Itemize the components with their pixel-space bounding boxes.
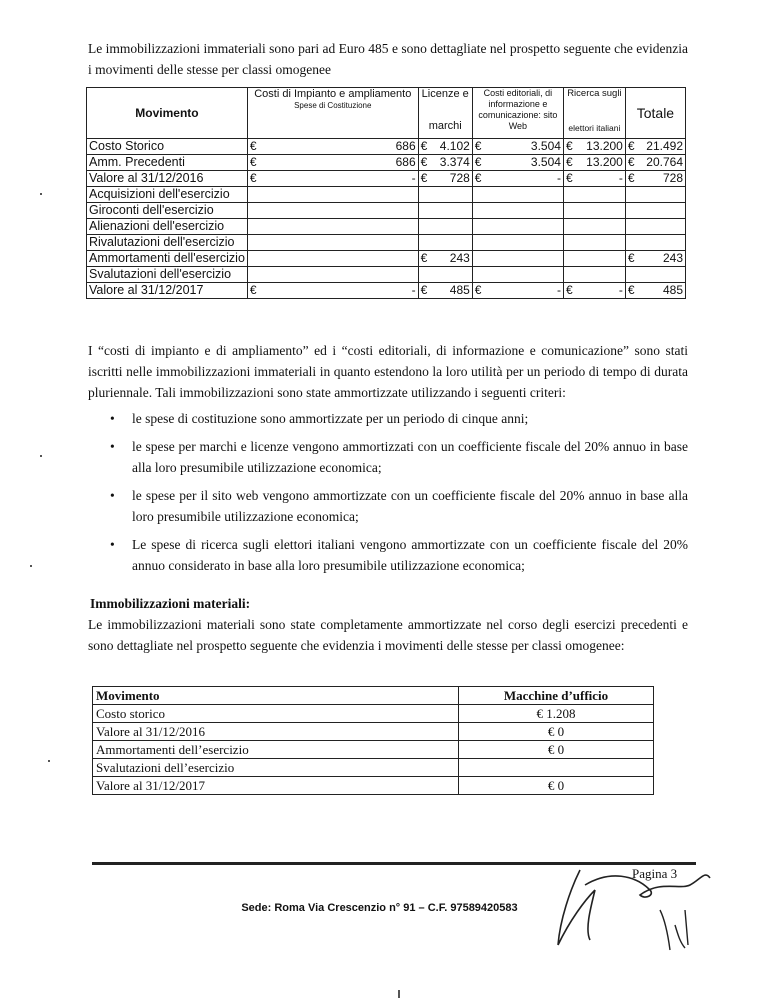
- cell-c4: [580, 251, 625, 267]
- currency-symbol: [472, 235, 489, 251]
- currency-symbol: €: [247, 171, 264, 187]
- cell-c2: [435, 187, 473, 203]
- table-row: [87, 187, 686, 203]
- currency-symbol: [247, 251, 264, 267]
- cell-tot: 20.764: [642, 155, 686, 171]
- header-ricerca-label: Ricerca sugli: [567, 88, 622, 99]
- currency-symbol: [625, 203, 642, 219]
- currency-symbol: €: [563, 155, 580, 171]
- currency-symbol: €: [625, 155, 642, 171]
- cell-c4: [580, 235, 625, 251]
- table-row: [87, 203, 686, 219]
- scan-speck: [40, 193, 42, 195]
- cell-c1: [264, 203, 418, 219]
- cell-c4: -: [580, 171, 625, 187]
- currency-symbol: [247, 219, 264, 235]
- row-label: Valore al 31/12/2017: [87, 283, 248, 299]
- cell-c4: [580, 219, 625, 235]
- cell-c3: [489, 219, 564, 235]
- table-row: [93, 759, 654, 777]
- intro-paragraph: Le immobilizzazioni immateriali sono pari ad Euro 485 e sono dettagliate nel prospetto seguente che evidenzia i movimenti delle stesse per classi omogenee: [88, 41, 688, 77]
- header-costi-impianto-sub: Spese di Costituzione: [294, 101, 372, 110]
- header-macchine: Macchine d’ufficio: [459, 687, 654, 705]
- row-label: Acquisizioni dell'esercizio: [87, 187, 248, 203]
- currency-symbol: [247, 203, 264, 219]
- header-licenze-sub: marchi: [428, 120, 462, 132]
- currency-symbol: [418, 187, 435, 203]
- currency-symbol: [247, 187, 264, 203]
- table-row: [87, 219, 686, 235]
- row-label: Valore al 31/12/2017: [93, 777, 459, 795]
- currency-symbol: €: [418, 283, 435, 299]
- currency-symbol: [472, 219, 489, 235]
- cell-c4: 13.200: [580, 139, 625, 155]
- cell-tot: [642, 235, 686, 251]
- cell-c2: 485: [435, 283, 473, 299]
- row-value: € 0: [459, 723, 654, 741]
- cell-c2: 3.374: [435, 155, 473, 171]
- cell-c2: [435, 235, 473, 251]
- currency-symbol: €: [625, 251, 642, 267]
- currency-symbol: [418, 267, 435, 283]
- handwritten-signature: [540, 850, 720, 960]
- currency-symbol: €: [247, 139, 264, 155]
- currency-symbol: €: [247, 283, 264, 299]
- table-row: [93, 723, 654, 741]
- currency-symbol: [472, 267, 489, 283]
- currency-symbol: [625, 187, 642, 203]
- scan-speck: [398, 990, 400, 998]
- currency-symbol: [625, 267, 642, 283]
- cell-c1: 686: [264, 139, 418, 155]
- list-item: [110, 485, 688, 527]
- cell-c1: [264, 219, 418, 235]
- row-label: Svalutazioni dell’esercizio: [93, 759, 459, 777]
- cell-c2: [435, 203, 473, 219]
- table-body: [87, 139, 686, 299]
- currency-symbol: [247, 235, 264, 251]
- currency-symbol: €: [418, 155, 435, 171]
- list-item-text: le spese di costituzione sono ammortizzate per un periodo di cinque anni;: [132, 411, 529, 426]
- bullet-icon: •: [110, 411, 115, 426]
- table-row: [87, 171, 686, 187]
- cell-c2: 4.102: [435, 139, 473, 155]
- row-value: € 0: [459, 741, 654, 759]
- table-row: [87, 235, 686, 251]
- cell-tot: 243: [642, 251, 686, 267]
- row-label: Giroconti dell'esercizio: [87, 203, 248, 219]
- header-costi-impianto-label: Costi di Impianto e ampliamento: [254, 88, 412, 100]
- list-item-text: le spese per il sito web vengono ammortizzate con un coefficiente fiscale del 20% annuo in base alla loro presumibile utilizzazione economica;: [132, 488, 688, 524]
- cell-c2: [435, 219, 473, 235]
- header-licenze-label: Licenze e: [421, 88, 469, 100]
- currency-symbol: €: [472, 139, 489, 155]
- cell-c4: [580, 187, 625, 203]
- cell-c4: [580, 203, 625, 219]
- row-label: Alienazioni dell'esercizio: [87, 219, 248, 235]
- row-label: Ammortamenti dell'esercizio: [87, 251, 248, 267]
- row-label: Rivalutazioni dell'esercizio: [87, 235, 248, 251]
- cell-c3: [489, 235, 564, 251]
- cell-tot: [642, 203, 686, 219]
- currency-symbol: [563, 251, 580, 267]
- currency-symbol: [563, 187, 580, 203]
- header-movimento: Movimento: [87, 88, 248, 139]
- currency-symbol: €: [472, 155, 489, 171]
- table-row: [87, 283, 686, 299]
- currency-symbol: [563, 235, 580, 251]
- scan-speck: [30, 565, 32, 567]
- row-label: Ammortamenti dell’esercizio: [93, 741, 459, 759]
- table-row: [93, 705, 654, 723]
- intangible-assets-table: [86, 87, 686, 299]
- currency-symbol: [418, 203, 435, 219]
- currency-symbol: €: [418, 251, 435, 267]
- cell-c3: 3.504: [489, 155, 564, 171]
- bullet-icon: •: [110, 488, 115, 503]
- currency-symbol: [472, 187, 489, 203]
- currency-symbol: €: [625, 283, 642, 299]
- row-label: Valore al 31/12/2016: [93, 723, 459, 741]
- cell-c3: -: [489, 171, 564, 187]
- header-ricerca-sub: elettori italiani: [568, 123, 621, 133]
- cell-tot: [642, 219, 686, 235]
- currency-symbol: €: [418, 139, 435, 155]
- row-label: Amm. Precedenti: [87, 155, 248, 171]
- currency-symbol: [472, 203, 489, 219]
- cell-c4: -: [580, 283, 625, 299]
- header-totale: Totale: [625, 88, 685, 139]
- list-item: [110, 408, 688, 429]
- materiali-paragraph: Le immobilizzazioni materiali sono state completamente ammortizzate nel corso degli esercizi precedenti e sono dettagliate nel prospetto seguente che evidenzia i movimenti delle stesse per classi omogenee:: [88, 617, 688, 653]
- cell-c2: 728: [435, 171, 473, 187]
- currency-symbol: €: [563, 171, 580, 187]
- cell-c4: 13.200: [580, 155, 625, 171]
- cell-c1: [264, 251, 418, 267]
- tangible-assets-table: [92, 686, 654, 795]
- currency-symbol: €: [563, 283, 580, 299]
- cell-c1: [264, 235, 418, 251]
- cell-c3: [489, 187, 564, 203]
- cell-c2: [435, 267, 473, 283]
- currency-symbol: €: [563, 139, 580, 155]
- cell-c3: 3.504: [489, 139, 564, 155]
- row-value: € 0: [459, 777, 654, 795]
- list-item-text: le spese per marchi e licenze vengono ammortizzati con un coefficiente fiscale del 20% annuo in base alla loro presumibile utilizzazione economica;: [132, 439, 688, 475]
- criteria-paragraph: I “costi di impianto e di ampliamento” ed i “costi editoriali, di informazione e comunicazione” sono stati iscritti nelle immobilizzazioni immateriali in quanto estendono la loro utilità per un periodo di tempo di durata pluriennale. Tali immobilizzazioni sono state ammortizzate utilizzando i seguenti criteri:: [88, 343, 688, 400]
- cell-tot: 485: [642, 283, 686, 299]
- cell-c1: -: [264, 283, 418, 299]
- cell-c3: [489, 267, 564, 283]
- cell-c1: [264, 187, 418, 203]
- cell-tot: 21.492: [642, 139, 686, 155]
- cell-c3: -: [489, 283, 564, 299]
- table-row: [87, 267, 686, 283]
- currency-symbol: [563, 267, 580, 283]
- section-heading: Immobilizzazioni materiali:: [90, 596, 251, 611]
- table-row: [93, 741, 654, 759]
- row-value: € 1.208: [459, 705, 654, 723]
- currency-symbol: [418, 219, 435, 235]
- cell-c3: [489, 251, 564, 267]
- scan-speck: [40, 455, 42, 457]
- currency-symbol: €: [472, 171, 489, 187]
- currency-symbol: [247, 267, 264, 283]
- cell-tot: 728: [642, 171, 686, 187]
- currency-symbol: [472, 251, 489, 267]
- currency-symbol: €: [625, 171, 642, 187]
- table-row: [87, 155, 686, 171]
- cell-tot: [642, 267, 686, 283]
- cell-c1: [264, 267, 418, 283]
- cell-c1: -: [264, 171, 418, 187]
- list-item: [110, 436, 688, 478]
- cell-c4: [580, 267, 625, 283]
- bullet-icon: •: [110, 537, 115, 552]
- row-label: Costo Storico: [87, 139, 248, 155]
- table-header-row: [87, 88, 686, 139]
- page-number: Pagina 3: [632, 866, 678, 881]
- table-header-row: [93, 687, 654, 705]
- header-movimento: Movimento: [93, 687, 459, 705]
- scan-speck: [48, 760, 50, 762]
- row-label: Valore al 31/12/2016: [87, 171, 248, 187]
- header-costi-editoriali: Costi editoriali, di informazione e comunicazione: sito Web: [472, 88, 563, 139]
- header-costi-impianto: [247, 88, 418, 139]
- cell-c3: [489, 203, 564, 219]
- currency-symbol: €: [472, 283, 489, 299]
- table-row: [93, 777, 654, 795]
- currency-symbol: [563, 203, 580, 219]
- table-row: [87, 139, 686, 155]
- currency-symbol: [563, 219, 580, 235]
- table-row: [87, 251, 686, 267]
- cell-tot: [642, 187, 686, 203]
- footer-address: Sede: Roma Via Crescenzio n° 91 – C.F. 97589420583: [241, 902, 518, 914]
- row-label: Costo storico: [93, 705, 459, 723]
- header-licenze: [418, 88, 472, 139]
- currency-symbol: [418, 235, 435, 251]
- list-item: [110, 534, 688, 576]
- bullet-icon: •: [110, 439, 115, 454]
- currency-symbol: €: [625, 139, 642, 155]
- currency-symbol: €: [418, 171, 435, 187]
- cell-c1: 686: [264, 155, 418, 171]
- currency-symbol: [625, 235, 642, 251]
- row-label: Svalutazioni dell'esercizio: [87, 267, 248, 283]
- currency-symbol: €: [247, 155, 264, 171]
- row-value: [459, 759, 654, 777]
- criteria-list: [110, 408, 688, 583]
- currency-symbol: [625, 219, 642, 235]
- cell-c2: 243: [435, 251, 473, 267]
- header-ricerca: [563, 88, 625, 139]
- list-item-text: Le spese di ricerca sugli elettori italiani vengono ammortizzate con un coefficiente fiscale del 20% annuo considerato in base alla loro presumibile utilizzazione economica;: [132, 537, 688, 573]
